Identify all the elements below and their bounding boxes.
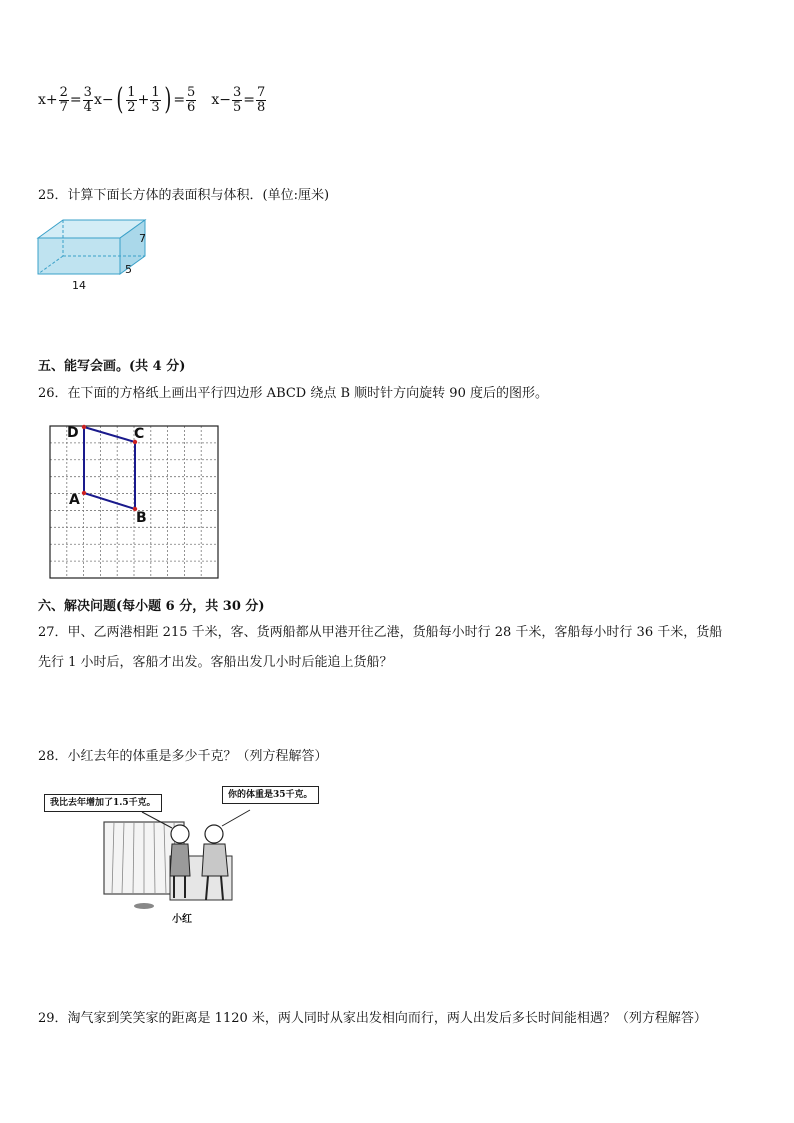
speech-bubble-left: 我比去年增加了1.5千克。 — [44, 794, 162, 812]
eq1-plus: + — [45, 92, 58, 108]
fraction-2-7: $\frac{2}{7}$ — [59, 84, 68, 115]
shoes — [134, 903, 154, 909]
eq3-var: x — [211, 92, 220, 108]
eq2-equals: = — [173, 92, 186, 108]
question-27-line-2: 先行 1 小时后，客船才出发。客船出发几小时后能追上货船？ — [38, 655, 393, 670]
cuboid-height-label: 7 — [139, 232, 146, 245]
boy-body — [202, 844, 228, 876]
comic-caption: 小红 — [172, 914, 192, 925]
section-6-title: 六、解决问题(每小题 6 分，共 30 分) — [38, 599, 265, 614]
speech-bubble-right: 你的体重是35千克。 — [222, 786, 319, 804]
eq3-equals: = — [243, 92, 255, 108]
equation-row — [38, 80, 267, 120]
label-d: D — [67, 425, 79, 441]
question-25: 25．计算下面长方体的表面积与体积．(单位:厘米) — [38, 188, 330, 203]
eq2-minus: − — [101, 92, 114, 108]
question-26: 26．在下面的方格纸上画出平行四边形 ABCD 绕点 B 顺时针方向旋转 90 度后的图形。 — [38, 386, 548, 401]
question-28: 28．小红去年的体重是多少千克？（列方程解答） — [38, 749, 328, 764]
label-c: C — [134, 426, 145, 442]
parallelogram-abcd — [84, 427, 135, 509]
question-27-line-1: 27．甲、乙两港相距 215 千米，客、货两船都从甲港开往乙港，货船每小时行 28 千米，客船每小时行 36 千米，货船 — [38, 625, 723, 640]
eq1-var: x — [38, 92, 46, 108]
fraction-3-4: $\frac{3}{4}$ — [83, 84, 92, 115]
fraction-3-5: $\frac{3}{5}$ — [232, 84, 242, 115]
fraction-1-2: $\frac{1}{2}$ — [127, 84, 136, 115]
cuboid-width-label: 5 — [125, 263, 132, 276]
girl-body — [170, 844, 190, 876]
point-a — [82, 491, 86, 495]
fraction-5-6: $\frac{5}{6}$ — [187, 84, 196, 115]
eq1-rhs-var: x — [93, 92, 102, 108]
label-b: B — [136, 510, 147, 526]
question-29: 29．淘气家到笑笑家的距离是 1120 米，两人同时从家出发相向而行，两人出发后多长时间能相遇？（列方程解答） — [38, 1011, 707, 1026]
eq2-plus: + — [137, 92, 150, 108]
left-paren: ( — [115, 82, 123, 117]
cuboid-figure — [30, 212, 160, 296]
eq1-equals: = — [69, 92, 82, 108]
right-paren: ) — [163, 82, 171, 117]
eq3-minus: − — [219, 92, 231, 108]
fraction-7-8: $\frac{7}{8}$ — [256, 84, 266, 115]
point-d — [82, 425, 86, 429]
section-5-title: 五、能写会画。(共 4 分) — [38, 359, 186, 374]
fraction-1-3: $\frac{1}{3}$ — [151, 84, 160, 115]
girl-head — [171, 825, 189, 843]
cuboid-length-label: 14 — [72, 279, 86, 292]
comic-illustration — [32, 776, 346, 926]
label-a: A — [69, 492, 80, 508]
boy-head — [205, 825, 223, 843]
